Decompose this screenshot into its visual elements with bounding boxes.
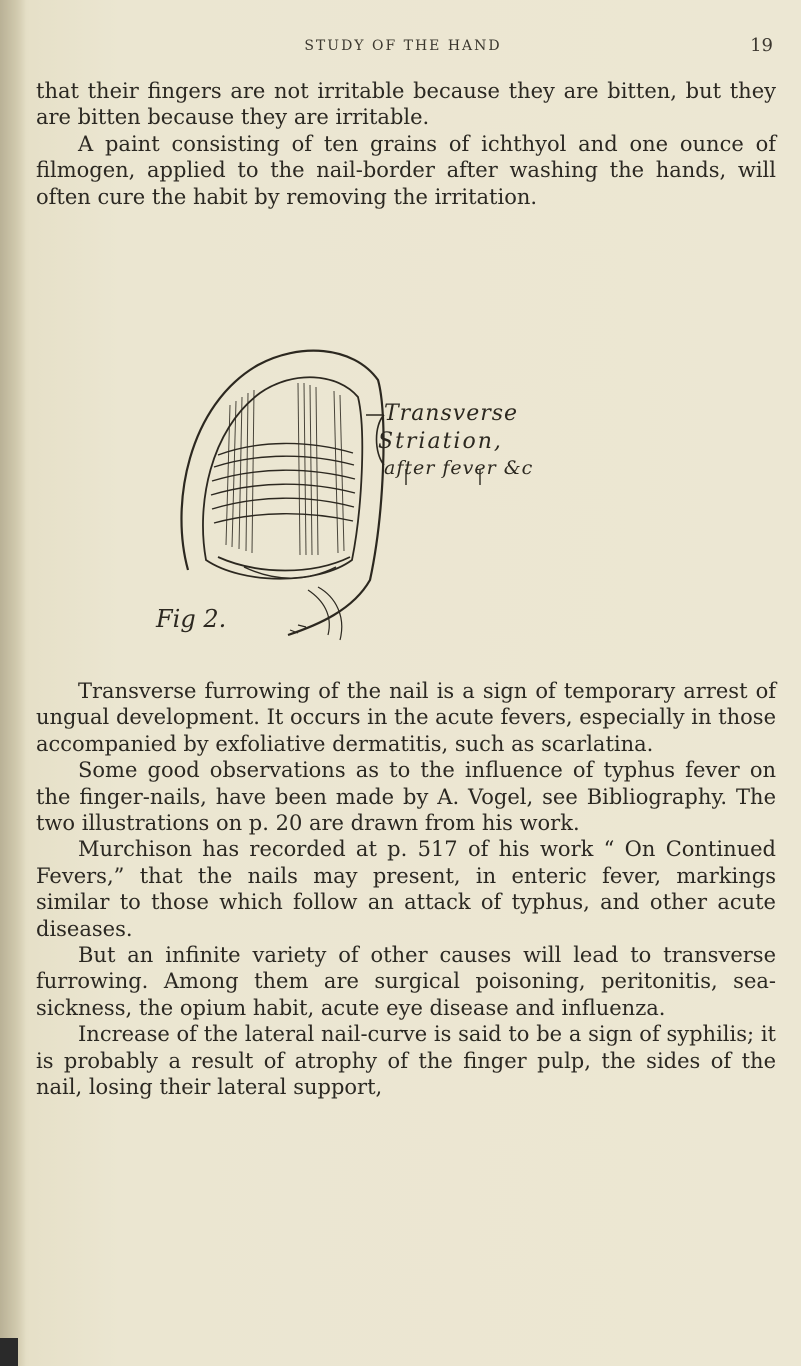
paragraph: Murchison has recorded at p. 517 of his work “ On Continued Fevers,” that the nails may present, in enteric fever, markings similar to those which follow an attack of typhus, and other acute diseases. <box>36 837 776 941</box>
paragraph: A paint consisting of ten grains of ichthyol and one ounce of filmogen, applied to the nail-border after washing the hands, will often cure the habit by removing the irritation. <box>36 131 776 209</box>
nail-figure <box>148 335 608 655</box>
paragraph: Increase of the lateral nail-curve is said to be a sign of syphilis; it is probably a result of atrophy of the finger pulp, the sides of the nail, losing their lateral support, <box>36 1022 776 1100</box>
scan-edge-mark <box>0 1338 18 1366</box>
running-head: STUDY OF THE HAND <box>304 38 502 54</box>
page-number: 19 <box>750 35 773 56</box>
paragraph: that their fingers are not irritable because they are bitten, but they are bitten because they are irritable. <box>36 79 776 130</box>
figure-annotation: after fever &c <box>384 457 534 479</box>
figure-label: Fig 2. <box>156 605 227 633</box>
paragraph: Some good observations as to the influence of typhus fever on the finger-nails, have been made by A. Vogel, see Bibliography. The two illustrations on p. 20 are drawn from his work. <box>36 758 776 836</box>
page-gutter-shadow <box>0 0 26 1366</box>
page-header <box>0 35 801 62</box>
bottom-text-block <box>36 678 776 1101</box>
paragraph: Transverse furrowing of the nail is a sign of temporary arrest of ungual development. It occurs in the acute fevers, especially in those accompanied by exfoliative dermatitis, such as scarlatina. <box>36 679 776 756</box>
figure-annotation: Transverse <box>384 401 519 426</box>
figure-annotation: Striation, <box>378 429 503 454</box>
paragraph: But an infinite variety of other causes will lead to transverse furrowing. Among them are surgical poisoning, peritonitis, sea-sickness, the opium habit, acute eye disease and influenza. <box>36 943 776 1020</box>
top-text-block <box>36 78 776 210</box>
